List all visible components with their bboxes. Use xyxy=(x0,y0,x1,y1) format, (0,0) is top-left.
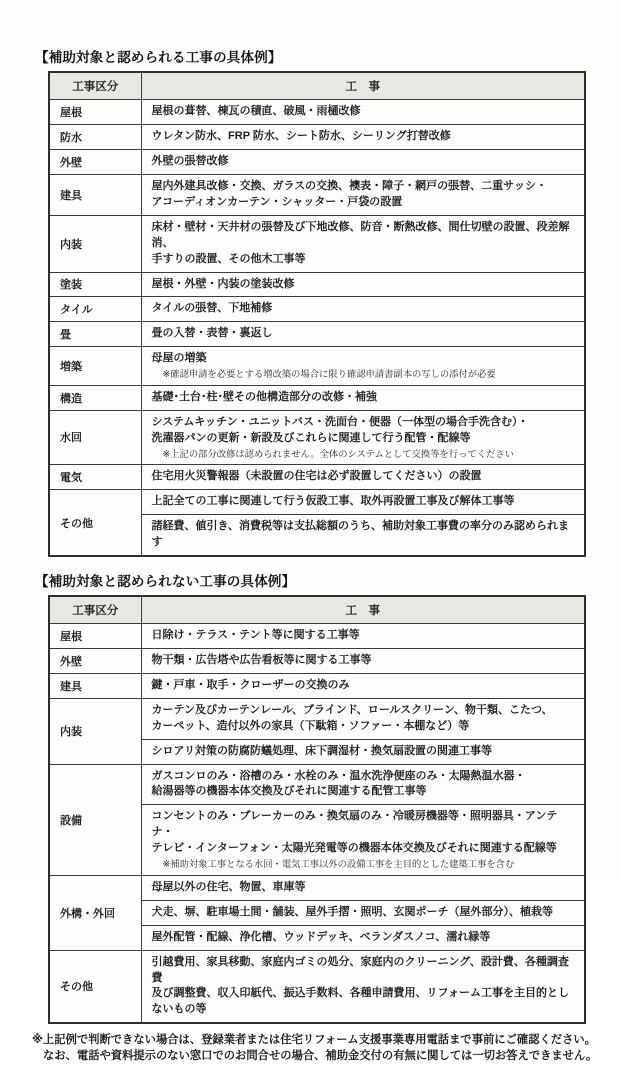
table-row xyxy=(49,347,585,385)
work-description-line: シロアリ対策の防腐防蟻処理、床下調湿材・換気扇設置の関連工事等 xyxy=(151,744,493,757)
table-row xyxy=(49,673,585,698)
work-category-cell: 外壁 xyxy=(49,149,141,174)
work-category-cell: 水回 xyxy=(49,410,141,464)
table-header xyxy=(49,72,585,100)
table-row xyxy=(49,764,585,805)
work-category-cell: タイル xyxy=(49,297,141,322)
table-header-row xyxy=(49,596,585,624)
work-description-line: 手すりの設置、その他木工事等 xyxy=(151,252,306,265)
table-row xyxy=(49,698,585,739)
column-header-work: 工 事 xyxy=(141,596,585,624)
work-description-cell xyxy=(141,215,585,272)
work-category-cell: 電気 xyxy=(49,465,141,490)
work-note: ※補助対象工事となる水回・電気工事以外の設備工事を主目的とした建築工事を含む xyxy=(162,859,515,870)
work-description-cell xyxy=(141,900,585,925)
work-category-cell: 外壁 xyxy=(49,648,141,673)
work-description-line: ガスコンロのみ・浴槽のみ・水栓のみ・温水洗浄便座のみ・太陽熱温水器・ xyxy=(151,769,526,782)
work-category-cell: 塗装 xyxy=(49,272,141,297)
work-description-cell xyxy=(141,925,585,950)
table-row xyxy=(49,297,585,322)
work-description-cell xyxy=(141,875,585,900)
table-row xyxy=(49,623,585,648)
work-category-cell: 増築 xyxy=(49,347,141,385)
table-header-row xyxy=(49,72,585,100)
work-description-line: 給湯器等の機器本体交換及びそれに関連する配管工事等 xyxy=(151,785,427,798)
table-row xyxy=(49,648,585,673)
work-category-cell: 畳 xyxy=(49,322,141,347)
work-category-cell: 屋根 xyxy=(49,100,141,125)
work-category-cell: その他 xyxy=(49,950,141,1023)
work-description-line: 日除け・テラス・テント等に関する工事等 xyxy=(151,628,360,641)
table-header xyxy=(49,596,585,624)
work-description-cell xyxy=(141,805,585,875)
table-row xyxy=(49,950,585,1023)
work-description-line: テレビ・インターフォン・太陽光発電等の機器本体交換及びそれに関連する配線等 xyxy=(151,842,557,855)
column-header-category: 工事区分 xyxy=(49,596,141,624)
work-description-cell xyxy=(141,648,585,673)
work-description-line: 諸経費、値引き、消費税等は支払総額のうち、補助対象工事費の率分のみ認められます xyxy=(151,520,570,548)
table-row xyxy=(49,149,585,174)
table-row xyxy=(49,410,585,464)
eligible-works-table xyxy=(48,71,586,557)
work-description-line: 床材・壁材・天井材の張替及び下地改修、防音・断熱改修、間仕切壁の設置、段差解消、 xyxy=(151,220,570,249)
table-row xyxy=(49,385,585,410)
work-description-line: 鍵・戸車・取手・クローザーの交換のみ xyxy=(151,678,350,691)
work-description-line: 物干類・広告塔や広告看板等に関する工事等 xyxy=(151,653,372,666)
work-category-cell: 設備 xyxy=(49,764,141,875)
table-row xyxy=(49,215,585,272)
work-category-cell: その他 xyxy=(49,490,141,556)
work-description-line: 及び調整費、収入印紙代、振込手数料、各種申請費用、リフォーム工事を主目的としないもの等 xyxy=(151,987,569,1016)
work-note: ※上記の部分改修は認められません。全体のシステムとして交換等を行ってください xyxy=(162,448,514,459)
work-description-cell xyxy=(141,950,585,1023)
work-category-cell: 外構・外回 xyxy=(49,875,141,950)
work-description-line: 母屋の増築 xyxy=(151,352,207,365)
work-description-line: 屋外配管・配線、浄化槽、ウッドデッキ、ベランダスノコ、濡れ縁等 xyxy=(151,930,491,943)
ineligible-works-section xyxy=(35,570,590,1024)
work-category-cell: 建具 xyxy=(49,673,141,698)
work-description-cell xyxy=(141,673,585,698)
work-description-cell xyxy=(141,124,585,149)
work-description-line: アコーディオンカーテン・シャッター・戸袋の設置 xyxy=(151,195,403,208)
table-row xyxy=(49,124,585,149)
footer-note-line: なお、電話や資料提示のない窓口でのお問合せの場合、補助金交付の有無に関しては一切お答えできません。 xyxy=(43,1050,598,1063)
work-category-cell: 建具 xyxy=(49,174,141,215)
work-description-line: 屋根・外壁・内装の塗装改修 xyxy=(151,277,295,290)
eligible-works-section xyxy=(35,46,590,557)
work-description-line: 犬走、塀、駐車場土間・舗装、屋外手摺・照明、玄関ポーチ（屋外部分）、植栽等 xyxy=(151,905,553,918)
work-description-cell xyxy=(141,739,585,764)
work-description-line: 屋根の葺替、棟瓦の積直、破風・雨樋改修 xyxy=(151,105,361,117)
work-description-line: 洗濯器パンの更新・新設及びこれらに関連して行う配管・配線等 xyxy=(151,431,471,444)
work-description-line: 引越費用、家具移動、家庭内ゴミの処分、家庭内のクリーニング、設計費、各種調査費 xyxy=(151,955,569,984)
column-header-work: 工 事 xyxy=(141,72,585,100)
table-row xyxy=(49,875,585,900)
work-description-cell xyxy=(141,410,585,464)
work-description-cell xyxy=(141,490,585,515)
work-description-cell xyxy=(141,347,585,385)
ineligible-works-table xyxy=(48,595,586,1024)
work-description-cell xyxy=(141,297,585,322)
work-category-cell: 構造 xyxy=(49,385,141,410)
work-description-line: 外壁の張替改修 xyxy=(151,154,229,167)
table-row xyxy=(49,100,585,125)
work-description-cell xyxy=(141,764,585,805)
table-row xyxy=(49,465,585,490)
work-description-cell xyxy=(141,465,585,490)
work-description-line: システムキッチン・ユニットバス・洗面台・便器（一体型の場合手洗含む）・ xyxy=(151,415,529,428)
table-row xyxy=(49,272,585,297)
table-body xyxy=(49,100,585,556)
footer-note-line: ※上記例で判断できない場合は、登録業者または住宅リフォーム支援事業専用電話まで事前にご確認ください。 xyxy=(32,1034,596,1047)
table-row xyxy=(49,174,585,215)
work-note: ※確認申請を必要とする増改築の場合に限り確認申請書副本の写しの添付が必要 xyxy=(162,369,496,380)
work-description-line: 住宅用火災警報器（未設置の住宅は必ず設置してください）の設置 xyxy=(151,470,482,483)
work-description-cell xyxy=(141,385,585,410)
work-description-line: 母屋以外の住宅、物置、車庫等 xyxy=(151,880,306,893)
footer-note xyxy=(32,1033,598,1065)
work-description-line: 基礎･土台･柱･壁その他構造部分の改修・補強 xyxy=(151,390,377,403)
work-category-cell: 防水 xyxy=(49,124,141,149)
work-category-cell: 内装 xyxy=(49,698,141,764)
work-description-line: カーペット、造付以外の家具（下駄箱・ソファー・本棚など）等 xyxy=(151,719,470,732)
work-description-line: ウレタン防水、FRP 防水、シート防水、シーリング打替改修 xyxy=(151,129,451,142)
work-category-cell: 内装 xyxy=(49,215,141,272)
work-description-cell xyxy=(141,100,585,125)
work-category-cell: 屋根 xyxy=(49,623,141,648)
work-description-line: タイルの張替、下地補修 xyxy=(151,302,273,315)
table-row xyxy=(49,490,585,515)
work-description-cell xyxy=(141,322,585,347)
table-body xyxy=(49,623,585,1023)
work-description-line: 上記全ての工事に関連して行う仮設工事、取外再設置工事及び解体工事等 xyxy=(151,495,515,508)
work-description-cell xyxy=(141,623,585,648)
work-description-cell xyxy=(141,174,585,215)
work-description-cell xyxy=(141,149,585,174)
section-title-ineligible: 【補助対象と認められない工事の具体例】 xyxy=(35,573,296,589)
work-description-line: カーテン及びカーテンレール、ブラインド、ロールスクリーン、物干類、こたつ、 xyxy=(151,703,553,716)
work-description-cell xyxy=(141,272,585,297)
work-description-cell xyxy=(141,698,585,739)
table-row xyxy=(49,322,585,347)
work-description-line: 畳の入替・表替・裏返し xyxy=(151,327,273,340)
work-description-cell xyxy=(141,515,585,556)
column-header-category: 工事区分 xyxy=(49,72,141,100)
section-title-eligible: 【補助対象と認められる工事の具体例】 xyxy=(35,50,282,65)
work-description-line: コンセントのみ・ブレーカーのみ・換気扇のみ・冷暖房機器等・照明器具・アンテナ・ xyxy=(151,810,558,839)
work-description-line: 屋内外建具改修・交換、ガラスの交換、襖表・障子・網戸の張替、二重サッシ・ xyxy=(151,179,547,192)
